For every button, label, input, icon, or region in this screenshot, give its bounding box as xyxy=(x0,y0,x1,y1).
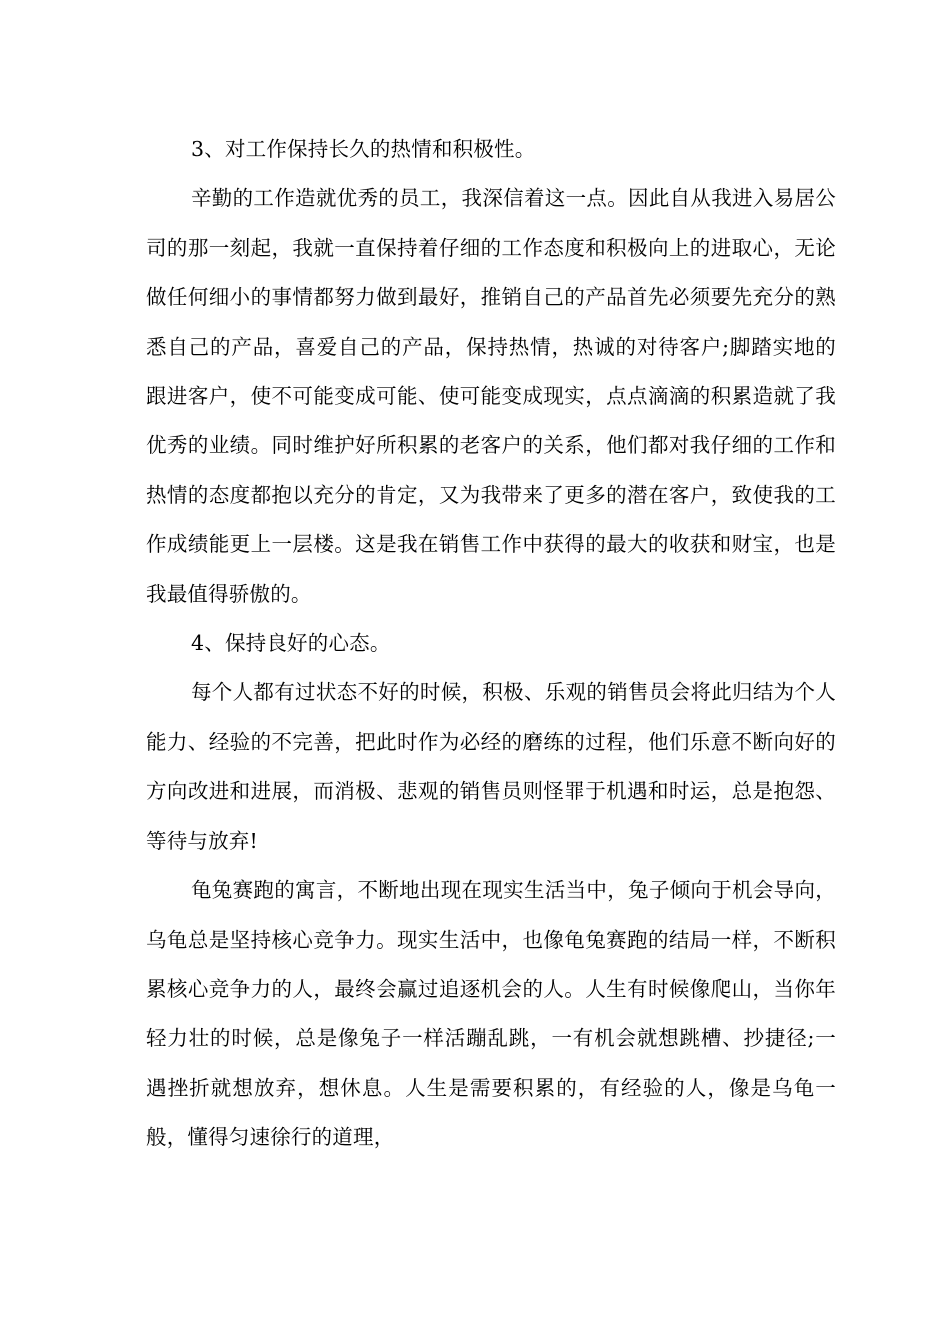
section-heading-4: 4、保持良好的心态。 xyxy=(191,631,391,656)
section-heading-3: 3、对工作保持长久的热情和积极性。 xyxy=(191,137,536,161)
document-body xyxy=(146,125,836,1163)
paragraph-tortoise-hare: 龟兔赛跑的寓言，不断地出现在现实生活当中，兔子倾向于机会导向，乌龟总是坚持核心竞争力。现实生活中，也像龟兔赛跑的结局一样，不断积累核心竞争力的人，最终会赢过追逐机会的人。人生有时候像爬山，当你年轻力壮的时候，总是像兔子一样活蹦乱跳，一有机会就想跳槽、抄捷径;一遇挫折就想放弃，想休息。人生是需要积累的，有经验的人，像是乌龟一般，懂得匀速徐行的道理， xyxy=(146,878,836,1150)
paragraph-mindset: 每个人都有过状态不好的时候，积极、乐观的销售员会将此归结为个人能力、经验的不完善，把此时作为必经的磨练的过程，他们乐意不断向好的方向改进和进展，而消极、悲观的销售员则怪罪于机遇和时运，总是抱怨、等待与放弃! xyxy=(146,680,836,853)
paragraph-hard-work: 辛勤的工作造就优秀的员工，我深信着这一点。因此自从我进入易居公司的那一刻起，我就一直保持着仔细的工作态度和积极向上的进取心，无论做任何细小的事情都努力做到最好，推销自己的产品首先必须要先充分的熟悉自己的产品，喜爱自己的产品，保持热情，热诚的对待客户;脚踏实地的跟进客户，使不可能变成可能、使可能变成现实，点点滴滴的积累造就了我优秀的业绩。同时维护好所积累的老客户的关系，他们都对我仔细的工作和热情的态度都抱以充分的肯定，又为我带来了更多的潜在客户，致使我的工作成绩能更上一层楼。这是我在销售工作中获得的最大的收获和财宝，也是我最值得骄傲的。 xyxy=(146,186,836,606)
